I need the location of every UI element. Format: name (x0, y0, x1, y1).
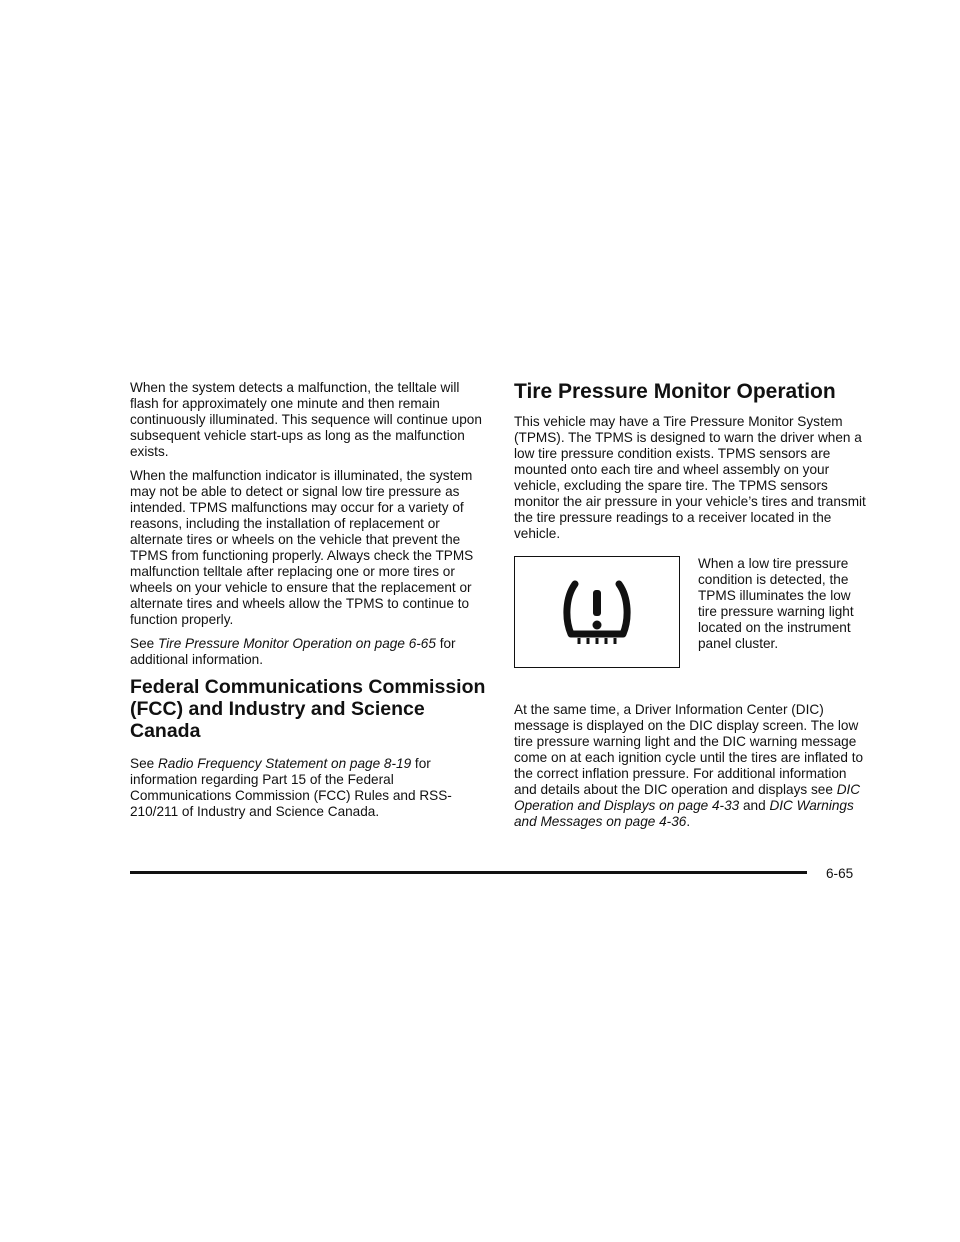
tpms-figure-row (514, 556, 872, 686)
see-suffix: for additional information. (130, 636, 456, 667)
dic-text-part2: and (739, 798, 770, 813)
dic-warnings-link[interactable]: DIC Warnings and Messages on page 4-36 (514, 798, 854, 829)
page-number: 6-65 (826, 866, 854, 881)
right-column (514, 380, 872, 838)
dic-operation-link[interactable]: DIC Operation and Displays on page 4-33 (514, 782, 861, 813)
see-prefix: See (130, 636, 158, 651)
fcc-paragraph (130, 756, 490, 820)
tpms-intro-paragraph: This vehicle may have a Tire Pressure Monitor System (TPMS). The TPMS is designed to warn the driver when a low tire pressure condition exists. TPMS sensors are mounted onto each tire and wheel assembly on your vehicle, excluding the spare tire. The TPMS sensors monitor the air pressure in your vehicle’s tires and transmit the tire pressure readings to a receiver located in the vehicle. (514, 414, 866, 541)
dic-text-part1: At the same time, a Driver Information Center (DIC) message is displayed on the DIC display screen. The low tire pressure warning light and the DIC warning message come on at each ignition cycle until the tires are inflated to the correct inflation pressure. For additional information and details about the DIC operation and displays see (514, 702, 864, 797)
dic-paragraph (514, 702, 872, 830)
footer-rule (130, 871, 807, 874)
tpms-heading: Tire Pressure Monitor Operation (514, 380, 836, 403)
tpms-icon-frame (514, 556, 680, 668)
malfunction-flash-paragraph: When the system detects a malfunction, the telltale will flash for approximately one minute and then remain continuously illuminated. This sequence will continue upon subsequent vehicle start-ups as long as the malfunction exists. (130, 380, 482, 459)
radio-frequency-link[interactable]: Radio Frequency Statement on page 8-19 (157, 756, 412, 771)
fcc-see-suffix: for information regarding Part 15 of the Federal Communications Commission (FCC) Rules and RSS-210/211 of Industry and Science Canada. (130, 756, 452, 819)
fcc-heading: Federal Communications Commission (FCC) and Industry and Science Canada (130, 676, 486, 742)
tpms-figure-caption (698, 556, 873, 652)
see-tpms-paragraph (130, 636, 490, 668)
fcc-see-prefix: See (130, 756, 158, 771)
low-pressure-detected-text: When a low tire pressure condition is detected, the TPMS illuminates the low tire pressure warning light located on the instrument panel cluster. (698, 556, 854, 651)
left-column (130, 380, 490, 828)
tpms-warning-icon (557, 572, 637, 652)
malfunction-indicator-paragraph: When the malfunction indicator is illuminated, the system may not be able to detect or signal low tire pressure as intended. TPMS malfunctions may occur for a variety of reasons, including the installation of replacement or alternate tires or wheels on the vehicle that prevent the TPMS from functioning properly. Always check the TPMS malfunction telltale after replacing one or more tires or wheels on your vehicle to ensure that the replacement or alternate tires and wheels allow the TPMS to continue to function properly. (130, 468, 474, 627)
tpms-operation-link[interactable]: Tire Pressure Monitor Operation on page 6-65 (157, 636, 436, 651)
dic-text-part3: . (686, 814, 691, 829)
